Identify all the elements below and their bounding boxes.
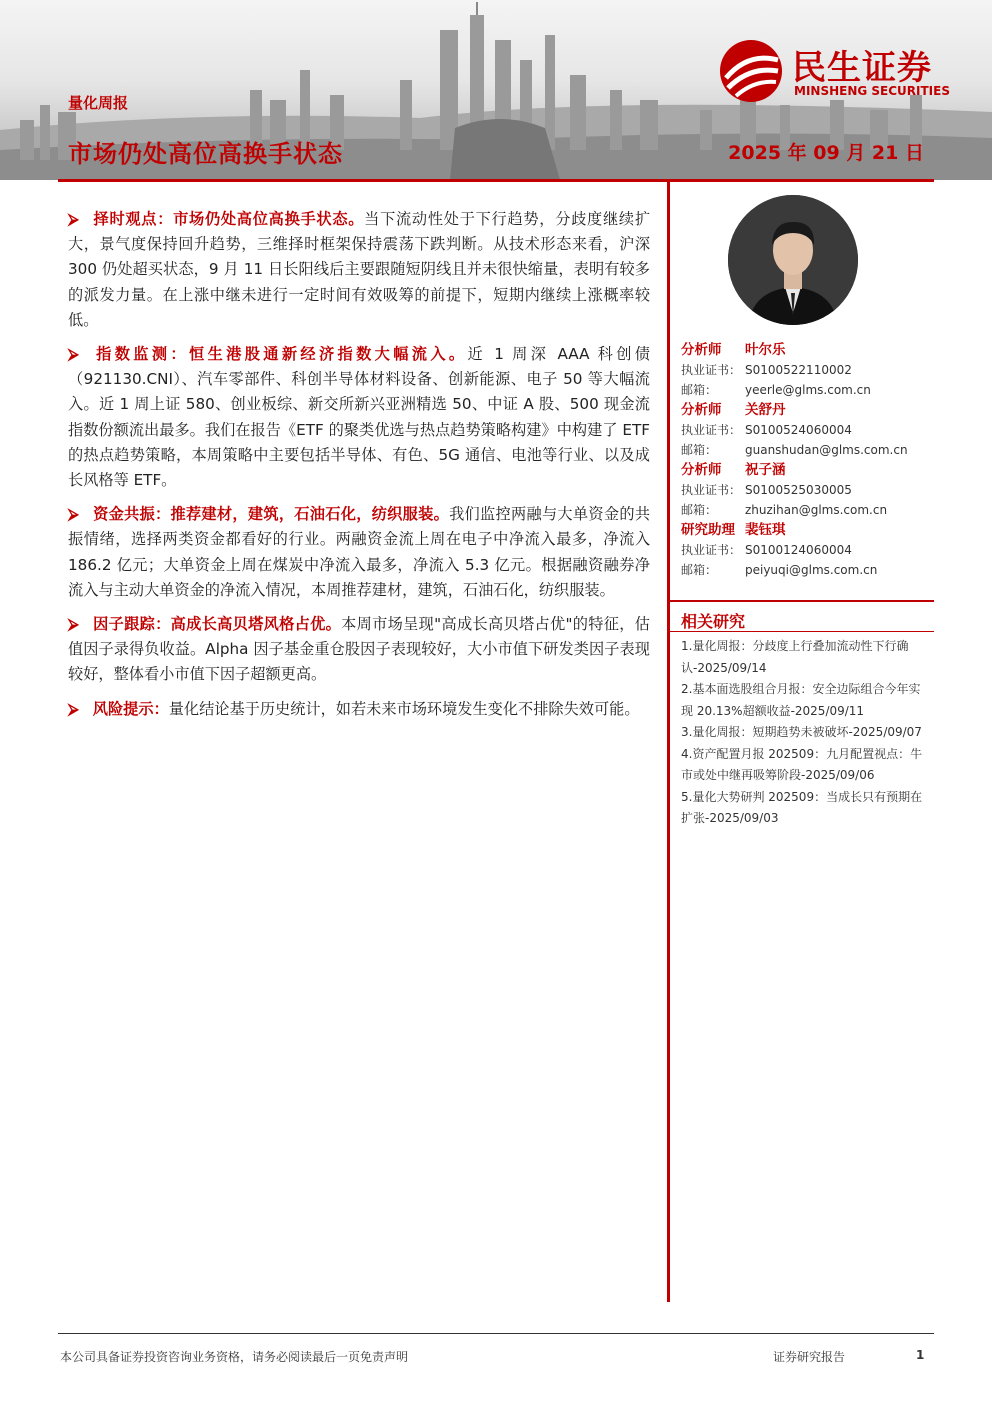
analyst-role: 分析师 — [681, 462, 722, 478]
bullet-arrow-icon: ⮚ — [68, 210, 79, 228]
cert-number: S0100124060004 — [745, 543, 852, 557]
cert-number: S0100522110002 — [745, 363, 852, 377]
cert-label: 执业证书： — [681, 483, 742, 497]
bullet-index — [68, 342, 650, 493]
related-research-title: 相关研究 — [681, 612, 746, 631]
bullet-lead: 指数监测：恒生港股通新经济指数大幅流入。 — [92, 345, 468, 364]
bullet-lead: 择时观点：市场仍处高位高换手状态。 — [92, 210, 365, 228]
minsheng-logo-icon — [718, 38, 784, 104]
email-label: 邮箱： — [681, 383, 718, 397]
header-rule — [58, 179, 934, 182]
bullet-factor — [68, 612, 650, 688]
brand-logo — [718, 38, 968, 104]
analyst-name: 叶尔乐 — [745, 342, 786, 358]
sidebar-rule-thin — [670, 631, 934, 632]
cert-label: 执业证书： — [681, 543, 742, 557]
footer-rule — [58, 1333, 934, 1334]
analyst-name: 祝子涵 — [745, 462, 786, 478]
bullet-arrow-icon: ⮚ — [68, 699, 79, 718]
analyst-photo — [728, 195, 858, 325]
analyst-entry — [681, 460, 931, 520]
column-divider — [667, 182, 670, 1302]
bullet-lead: 风险提示： — [92, 699, 169, 718]
email-address[interactable]: zhuzihan@glms.com.cn — [745, 503, 888, 517]
related-item[interactable]: 4.资产配置月报 202509：九月配置视点：牛市或处中继再吸筹阶段-2025/09/06 — [681, 746, 923, 782]
bullet-arrow-icon: ⮚ — [68, 505, 79, 524]
analyst-name: 关舒丹 — [745, 402, 786, 418]
email-label: 邮箱： — [681, 443, 718, 457]
email-address[interactable]: peiyuqi@glms.com.cn — [745, 563, 878, 577]
bullet-arrow-icon: ⮚ — [68, 345, 79, 364]
bullet-text: 量化结论基于历史统计，如若未来市场环境发生变化不排除失效可能。 — [168, 699, 640, 718]
analyst-entry — [681, 400, 931, 460]
bullet-lead: 因子跟踪：高成长高贝塔风格占优。 — [92, 615, 342, 634]
related-item[interactable]: 3.量化周报：短期趋势未被破坏-2025/09/07 — [681, 725, 922, 739]
logo-text-en: MINSHENG SECURITIES — [794, 84, 950, 98]
bullet-text: 我们监控两融与大单资金的共振情绪，选择两类资金都看好的行业。两融资金流上周在电子中净流入最多，净流入 186.2 亿元；大单资金上周在煤炭中净流入最多，净流入 5.3 亿元。根据融资融券净流入与主动大单资金的净流入情况，本周推荐建材，建筑，石油石化，纺织服装。 — [68, 505, 651, 599]
bullet-funds — [68, 502, 650, 603]
bullet-text: 当下流动性处于下行趋势，分歧度继续扩大，景气度保持回升趋势，三维择时框架保持震荡下跌判断。从技术形态来看，沪深 300 仍处超买状态，9 月 11 日长阳线后主要跟随短阴线且并未很快缩量，表明有较多的派发力量。在上涨中继未进行一定时间有效吸筹的前提下，短期内继续上涨概率较低。 — [68, 210, 651, 329]
footer-disclaimer: 本公司具备证券投资咨询业务资格，请务必阅读最后一页免责声明 — [60, 1350, 409, 1364]
related-research-list — [681, 636, 931, 830]
header-banner — [0, 0, 992, 180]
logo-text-cn: 民生证券 — [792, 48, 932, 88]
analyst-name: 裴钰琪 — [745, 522, 786, 538]
person-portrait-icon — [728, 195, 858, 325]
sidebar-rule — [670, 600, 934, 602]
bullet-text: 近 1 周深 AAA 科创债（921130.CNI）、汽车零部件、科创半导体材料设备、创新能源、电子 50 等大幅流入。近 1 周上证 580、创业板综、新交所新兴亚洲精选 50、中证 A 股、500 现金流指数份额流出最多。我们在报告《ETF 的聚类优选与热点趋势策略构建》中构建了 ETF 的热点趋势策略，本周策略中主要包括半导体、有色、5G 通信、电池等行业、以及成长风格等 ETF。 — [68, 345, 650, 490]
analyst-role: 分析师 — [681, 402, 722, 418]
analyst-entry — [681, 520, 931, 580]
cert-label: 执业证书： — [681, 363, 742, 377]
bullet-text: 本周市场呈现"高成长高贝塔占优"的特征，估值因子录得负收益。Alpha 因子基金重仓股因子表现较好，大小市值下研发类因子表现较好，整体看小市值下因子超额更高。 — [68, 615, 650, 684]
bullet-lead: 资金共振：推荐建材，建筑，石油石化，纺织服装。 — [92, 505, 450, 524]
email-label: 邮箱： — [681, 563, 718, 577]
related-item[interactable]: 5.量化大势研判 202509：当成长只有预期在扩张-2025/09/03 — [681, 789, 923, 825]
analyst-list — [681, 340, 931, 580]
bullet-timing — [68, 207, 650, 333]
summary-section — [68, 207, 650, 731]
email-address[interactable]: yeerle@glms.com.cn — [745, 383, 871, 397]
analyst-role: 研究助理 — [681, 522, 735, 538]
related-item[interactable]: 2.基本面选股组合月报：安全边际组合今年实现 20.13%超额收益-2025/09/11 — [681, 682, 921, 718]
cert-label: 执业证书： — [681, 423, 742, 437]
footer-report-kind: 证券研究报告 — [773, 1350, 846, 1364]
bullet-arrow-icon: ⮚ — [68, 615, 79, 634]
bullet-risk — [68, 697, 650, 722]
cert-number: S0100524060004 — [745, 423, 852, 437]
cert-number: S0100525030005 — [745, 483, 852, 497]
page-number: 1 — [916, 1348, 925, 1362]
email-label: 邮箱： — [681, 503, 718, 517]
analyst-entry — [681, 340, 931, 400]
analyst-role: 分析师 — [681, 342, 722, 358]
report-title: 市场仍处高位高换手状态 — [68, 140, 343, 168]
report-date: 2025 年 09 月 21 日 — [728, 142, 924, 164]
report-type: 量化周报 — [68, 94, 129, 112]
related-item[interactable]: 1.量化周报：分歧度上行叠加流动性下行确认-2025/09/14 — [681, 639, 909, 675]
email-address[interactable]: guanshudan@glms.com.cn — [745, 443, 908, 457]
